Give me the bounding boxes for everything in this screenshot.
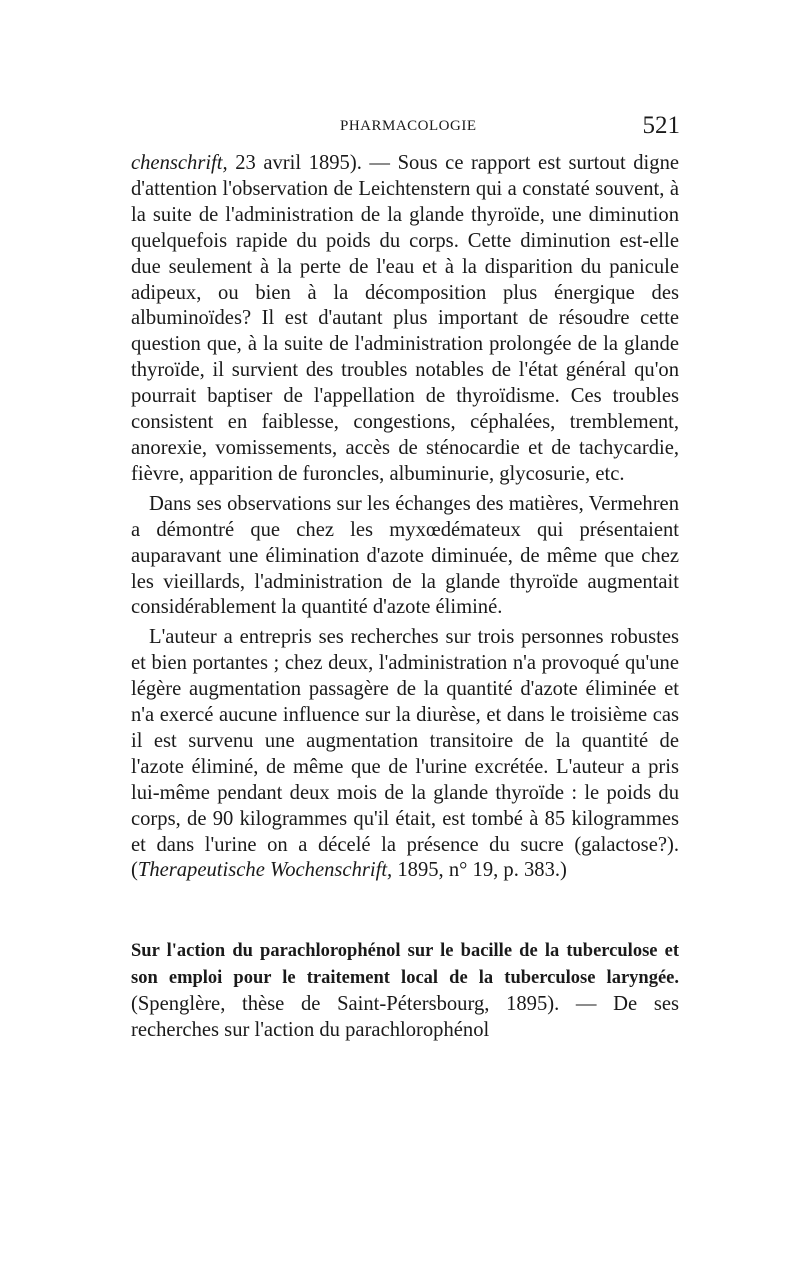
body-text (131, 151, 679, 884)
paragraph-1-lead-italic: chenschrift, (131, 152, 228, 174)
paragraph-1 (131, 151, 679, 488)
page-number: 521 (642, 112, 680, 139)
paragraph-1-text: 23 avril 1895). — Sous ce rapport est surtout digne d'attention l'observation de Leichtenstern qui a constaté souvent, à la suite de l'administration de la glande thyroïde, une diminution quelquefois rapide du poids du corps. Cette diminution est-elle due seulement à la perte de l'eau et à la disparition du panicule adipeux, ou bien à la décomposition plus énergique des albuminoïdes? Il est d'autant plus important de résoudre cette question que, à la suite de l'administration prolongée de la glande thyroïde, il survient des troubles notables de l'état général qu'on pourrait baptiser de l'appellation de thyroïdisme. Ces troubles consistent en faiblesse, congestions, céphalées, tremblement, anorexie, vomissements, accès de sténocardie et de tachycardie, fièvre, apparition de furoncles, albuminurie, glycosurie, etc. (131, 152, 679, 485)
running-head-title: PHARMACOLOGIE (340, 118, 477, 134)
paragraph-3 (131, 625, 679, 884)
paragraph-2 (131, 492, 679, 622)
paragraph-2-text: Dans ses observations sur les échanges des matières, Vermehren a démontré que chez les myxœdémateux qui présentaient auparavant une élimination d'azote diminuée, de même que chez les vieillards, l'administration de la glande thyroïde augmentait considérablement la quantité d'azote éliminé. (131, 492, 679, 619)
paragraph-3-citation: Therapeutische Wochenschrift, (137, 859, 393, 882)
section-heading: Sur l'action du parachlorophénol sur le bacille de la tuberculose et son emploi pour le traitement local de la tuberculose laryngée. (131, 941, 679, 988)
running-head (132, 114, 680, 144)
section-text: (Spenglère, thèse de Saint-Pétersbourg, 1895). — De ses recherches sur l'action du parachlorophénol (131, 992, 679, 1041)
paragraph-3-citation-rest: 1895, n° 19, p. 383.) (392, 859, 567, 882)
section-entry (131, 938, 679, 1044)
paragraph-3-text: L'auteur a entrepris ses recherches sur trois personnes robustes et bien portantes ; chez deux, l'administration n'a provoqué qu'une légère augmentation passagère de la quantité d'azote éliminée et n'a exercé aucune influence sur la diurèse, et dans le troisième cas il est survenu une augmentation transitoire de la quantité de l'azote éliminé, de même que de l'urine excrétée. L'auteur a pris lui-même pendant deux mois de la glande thyroïde : le poids du corps, de 90 kilogrammes qu'il était, est tombé à 85 kilogrammes et dans l'urine on a décelé la présence du sucre (galactose?). ( (131, 626, 679, 882)
